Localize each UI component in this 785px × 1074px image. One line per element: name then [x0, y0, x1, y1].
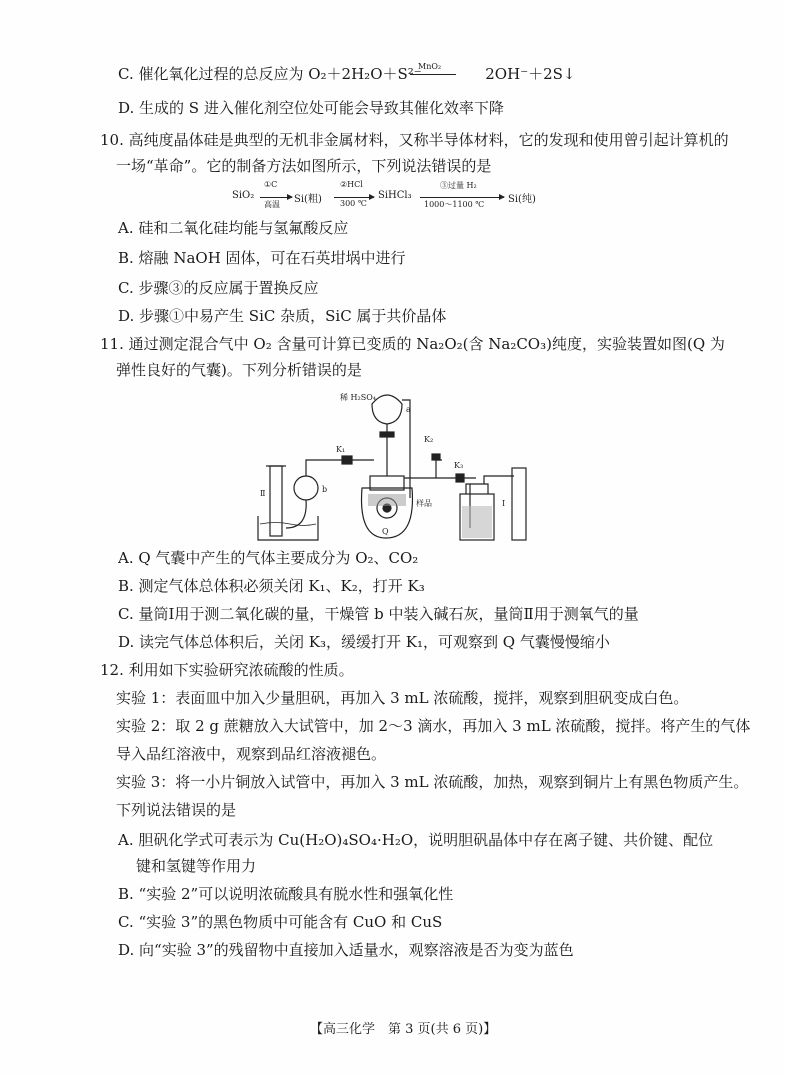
q12-experiment-2-line-2: 导入品红溶液中，观察到品红溶液褪色。 — [116, 745, 387, 763]
label-a: a — [406, 405, 411, 414]
q9-equals-bar — [410, 74, 456, 75]
step1-condition-bottom: 高温 — [264, 200, 280, 209]
step1-condition-top: ①C — [264, 180, 278, 189]
q12-ask: 下列说法错误的是 — [116, 801, 237, 819]
cylinder-2 — [270, 466, 282, 536]
q11-option-a: A. Q 气囊中产生的气体主要成分为 O₂、CO₂ — [118, 549, 419, 567]
reaction-si-pure: Si(纯) — [508, 194, 536, 205]
q9-option-c-reactants: C. 催化氧化过程的总反应为 O₂＋2H₂O＋S²⁻ — [118, 65, 422, 83]
q10-option-d: D. 步骤①中易产生 SiC 杂质，SiC 属于共价晶体 — [118, 307, 447, 325]
q11-stem-line-1: 11. 通过测定混合气中 O₂ 含量可计算已变质的 Na₂O₂(含 Na₂CO₃)纯度，实验装置如图(Q 为 — [100, 335, 725, 353]
q12-experiment-1: 实验 1：表面皿中加入少量胆矾，再加入 3 mL 浓硫酸，搅拌，观察到胆矾变成白色。 — [116, 689, 689, 707]
step2-condition-top: ②HCl — [340, 180, 363, 189]
label-k1: K₁ — [336, 445, 346, 454]
q11-option-b: B. 测定气体总体积必须关闭 K₁、K₂，打开 K₃ — [118, 577, 425, 595]
cylinder-1 — [512, 468, 526, 540]
q11-option-d: D. 读完气体总体积后，关闭 K₃，缓缓打开 K₁，可观察到 Q 气囊慢慢缩小 — [118, 633, 610, 651]
q10-stem-line-1: 10. 高纯度晶体硅是典型的无机非金属材料，又称半导体材料，它的发现和使用曾引起计算机的 — [100, 131, 729, 149]
reaction-sihcl3: SiHCl₃ — [378, 190, 412, 201]
reaction-si-crude: Si(粗) — [294, 194, 322, 205]
step3-condition-top: ③过量 H₂ — [440, 181, 477, 190]
q12-stem: 12. 利用如下实验研究浓硫酸的性质。 — [100, 661, 354, 679]
step1-arrow — [260, 197, 292, 198]
label-b: b — [322, 485, 328, 494]
separatory-funnel — [372, 395, 402, 424]
q11-option-c: C. 量筒Ⅰ用于测二氧化碳的量，干燥管 b 中装入碱石灰，量筒Ⅱ用于测氧气的量 — [118, 605, 639, 623]
q9-option-d: D. 生成的 S 进入催化剂空位处可能会导致其催化效率下降 — [118, 99, 504, 117]
q10-reaction-scheme — [232, 180, 572, 212]
label-cylinder-2: Ⅱ — [260, 489, 266, 498]
q11-apparatus-diagram — [256, 388, 536, 543]
q9-option-c-products: 2OH⁻＋2S↓ — [485, 65, 576, 83]
q9-option-c — [118, 64, 576, 84]
step3-arrow — [420, 197, 504, 198]
q12-option-a-line-2: 键和氢键等作用力 — [136, 857, 257, 875]
step3-condition-bottom: 1000～1100 ℃ — [424, 200, 485, 209]
drying-tube-b — [294, 476, 318, 500]
q10-option-b: B. 熔融 NaOH 固体，可在石英坩埚中进行 — [118, 249, 406, 267]
reaction-sio2: SiO₂ — [232, 190, 255, 201]
label-dilute-acid: 稀 H₂SO₄ — [340, 393, 376, 402]
page-footer: 【高三化学 第 3 页(共 6 页)】 — [310, 1022, 497, 1037]
step2-condition-bottom: 300 ℃ — [340, 199, 367, 208]
q10-option-c: C. 步骤③的反应属于置换反应 — [118, 279, 319, 297]
label-cylinder-1: Ⅰ — [502, 499, 506, 508]
q12-option-d: D. 向“实验 3”的残留物中直接加入适量水，观察溶液是否为变为蓝色 — [118, 941, 574, 959]
q12-experiment-2-line-1: 实验 2：取 2 g 蔗糖放入大试管中，加 2～3 滴水，再加入 3 mL 浓硫酸，搅拌。将产生的气体 — [116, 717, 751, 735]
label-k3: K₃ — [454, 461, 464, 470]
label-k2: K₂ — [424, 435, 434, 444]
q10-option-a: A. 硅和二氧化硅均能与氢氟酸反应 — [118, 219, 349, 237]
q12-experiment-3: 实验 3：将一小片铜放入试管中，再加入 3 mL 浓硫酸，加热，观察到铜片上有黑色物质产生。 — [116, 773, 749, 791]
q10-stem-line-2: 一场“革命”。它的制备方法如图所示，下列说法错误的是 — [116, 157, 492, 175]
q11-stem-line-2: 弹性良好的气囊)。下列分析错误的是 — [116, 361, 362, 379]
step2-arrow — [334, 197, 374, 198]
q12-option-a-line-1: A. 胆矾化学式可表示为 Cu(H₂O)₄SO₄·H₂O，说明胆矾晶体中存在离子键、共价键、配位 — [118, 831, 714, 849]
q12-option-b: B. “实验 2”可以说明浓硫酸具有脱水性和强氧化性 — [118, 885, 454, 903]
label-sample: 样品 — [416, 499, 432, 508]
label-q: Q — [382, 527, 389, 536]
q12-option-c: C. “实验 3”的黑色物质中可能含有 CuO 和 CuS — [118, 913, 443, 931]
q9-catalyst-label: MnO₂ — [418, 62, 442, 71]
